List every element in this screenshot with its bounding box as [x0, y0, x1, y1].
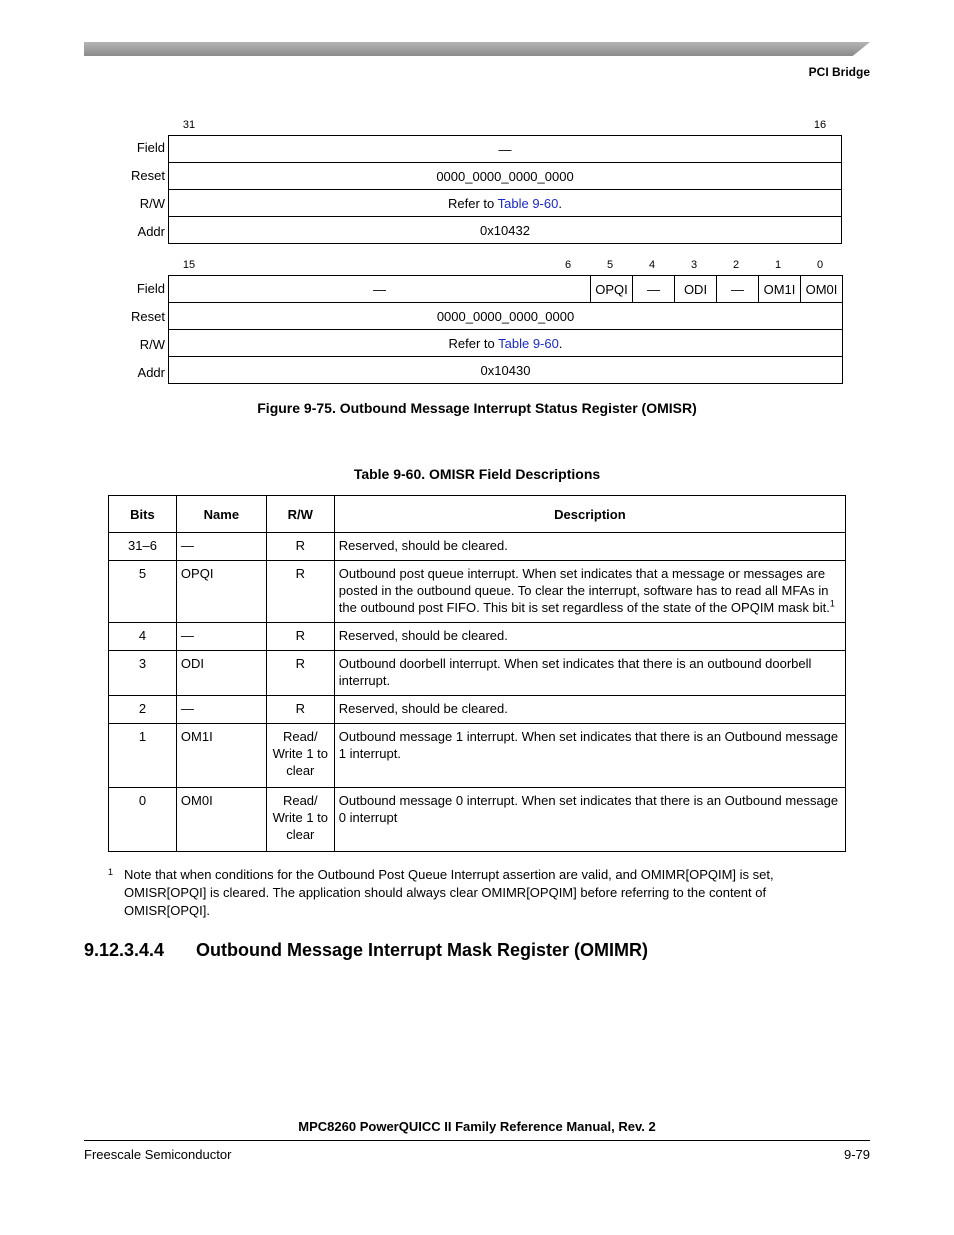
reset-cell: 0000_0000_0000_0000	[169, 163, 842, 190]
rw-cell: R	[266, 696, 334, 724]
table-row	[109, 623, 846, 651]
description-cell	[334, 561, 845, 623]
field-cell: —	[169, 276, 591, 303]
row-label: Addr	[137, 365, 165, 380]
table-row	[109, 651, 846, 696]
register-low-bit-numbers	[110, 259, 850, 275]
row-label: Reset	[131, 168, 165, 183]
rw-cell: R	[266, 533, 334, 561]
bits-cell: 1	[109, 724, 177, 788]
bit-number: 16	[813, 119, 827, 131]
footnote-text: Note that when conditions for the Outbound Post Queue Interrupt assertion are valid, and OMIMR[OPQIM] is set, OMISR[OPQI] is cleared. The application should always clear OMIMR[OPQIM] before referring to the content of OMISR[OPQI].	[124, 867, 774, 918]
bit-number: 0	[816, 259, 824, 271]
section-number: 9.12.3.4.4	[84, 940, 165, 960]
table-row	[109, 696, 846, 724]
register-high-table	[168, 135, 842, 244]
table-row	[109, 533, 846, 561]
description-cell: Reserved, should be cleared.	[334, 623, 845, 651]
rw-suffix: .	[558, 195, 562, 211]
table-row	[109, 724, 846, 788]
row-label: Field	[136, 281, 165, 296]
register-high-bit-numbers	[110, 119, 850, 135]
footnote-ref: 1	[829, 598, 835, 609]
description-text: Outbound post queue interrupt. When set indicates that a message or messages are posted in the outbound queue. To clear the interrupt, software has to read all MFAs in the outbound post FIFO. This bit is set regardless of the state of the OPQIM mask bit.	[338, 566, 830, 615]
bit-number: 3	[690, 259, 698, 271]
column-header: Bits	[109, 496, 177, 533]
description-cell: Outbound doorbell interrupt. When set indicates that there is an outbound doorbell interrupt.	[334, 651, 845, 696]
name-cell: ODI	[176, 651, 266, 696]
name-cell: OM1I	[176, 724, 266, 788]
header-bar	[84, 42, 870, 56]
row-label: R/W	[139, 196, 165, 211]
table-row	[109, 561, 846, 623]
addr-cell: 0x10432	[169, 217, 842, 244]
footer-title: MPC8260 PowerQUICC II Family Reference Manual, Rev. 2	[298, 1119, 656, 1134]
rw-cell	[169, 330, 843, 357]
field-cell: —	[717, 276, 759, 303]
table-link[interactable]: Table 9-60	[497, 195, 559, 211]
rw-prefix: Refer to	[448, 195, 498, 211]
bit-number: 6	[564, 259, 572, 271]
bit-number: 1	[774, 259, 782, 271]
footer-rule	[84, 1140, 870, 1141]
footnote-mark: 1	[108, 867, 114, 877]
field-cell: OM0I	[801, 276, 843, 303]
bit-number: 31	[182, 119, 196, 131]
field-cell: OM1I	[759, 276, 801, 303]
bits-cell: 2	[109, 696, 177, 724]
name-cell: —	[176, 533, 266, 561]
name-cell: OPQI	[176, 561, 266, 623]
bits-cell: 5	[109, 561, 177, 623]
rw-suffix: .	[558, 335, 563, 351]
column-header: Description	[334, 496, 845, 533]
addr-cell: 0x10430	[169, 357, 843, 384]
footer-company: Freescale Semiconductor	[84, 1147, 232, 1162]
rw-prefix: Refer to	[448, 335, 499, 351]
field-cell: —	[169, 136, 842, 163]
rw-cell: R	[266, 623, 334, 651]
bit-number: 2	[732, 259, 740, 271]
field-cell: ODI	[675, 276, 717, 303]
row-label: Reset	[131, 309, 165, 324]
footnote	[108, 866, 846, 920]
page-number: 9-79	[843, 1147, 870, 1162]
figure-caption: Figure 9-75. Outbound Message Interrupt Status Register (OMISR)	[257, 400, 697, 416]
description-cell: Outbound message 0 interrupt. When set indicates that there is an Outbound message 0 interrupt	[334, 788, 845, 852]
rw-cell: R	[266, 651, 334, 696]
bit-number: 5	[606, 259, 614, 271]
table-link[interactable]: Table 9-60	[498, 335, 559, 351]
rw-cell	[169, 190, 842, 217]
bit-number: 15	[182, 259, 196, 271]
rw-cell: R	[266, 561, 334, 623]
register-low-table	[168, 275, 843, 384]
column-header: Name	[176, 496, 266, 533]
column-header: R/W	[266, 496, 334, 533]
bit-number: 4	[648, 259, 656, 271]
section-label: PCI Bridge	[808, 65, 870, 79]
field-cell: OPQI	[591, 276, 633, 303]
table-caption: Table 9-60. OMISR Field Descriptions	[353, 466, 601, 482]
bits-cell: 0	[109, 788, 177, 852]
row-label: Field	[136, 140, 165, 155]
reset-cell: 0000_0000_0000_0000	[169, 303, 843, 330]
row-label: Addr	[137, 224, 165, 239]
bits-cell: 3	[109, 651, 177, 696]
field-cell: —	[633, 276, 675, 303]
bits-cell: 31–6	[109, 533, 177, 561]
register-low	[110, 259, 850, 380]
name-cell: OM0I	[176, 788, 266, 852]
bits-cell: 4	[109, 623, 177, 651]
table-row	[109, 788, 846, 852]
description-cell: Reserved, should be cleared.	[334, 533, 845, 561]
description-cell: Reserved, should be cleared.	[334, 696, 845, 724]
row-label: R/W	[139, 337, 165, 352]
name-cell: —	[176, 696, 266, 724]
section-title: Outbound Message Interrupt Mask Register (OMIMR)	[196, 940, 649, 960]
rw-cell: Read/ Write 1 to clear	[266, 724, 334, 788]
description-cell: Outbound message 1 interrupt. When set indicates that there is an Outbound message 1 interrupt.	[334, 724, 845, 788]
section-heading	[84, 940, 648, 961]
rw-cell: Read/ Write 1 to clear	[266, 788, 334, 852]
name-cell: —	[176, 623, 266, 651]
table-header-row	[109, 496, 846, 533]
register-high	[110, 119, 850, 239]
field-description-table	[108, 495, 846, 852]
